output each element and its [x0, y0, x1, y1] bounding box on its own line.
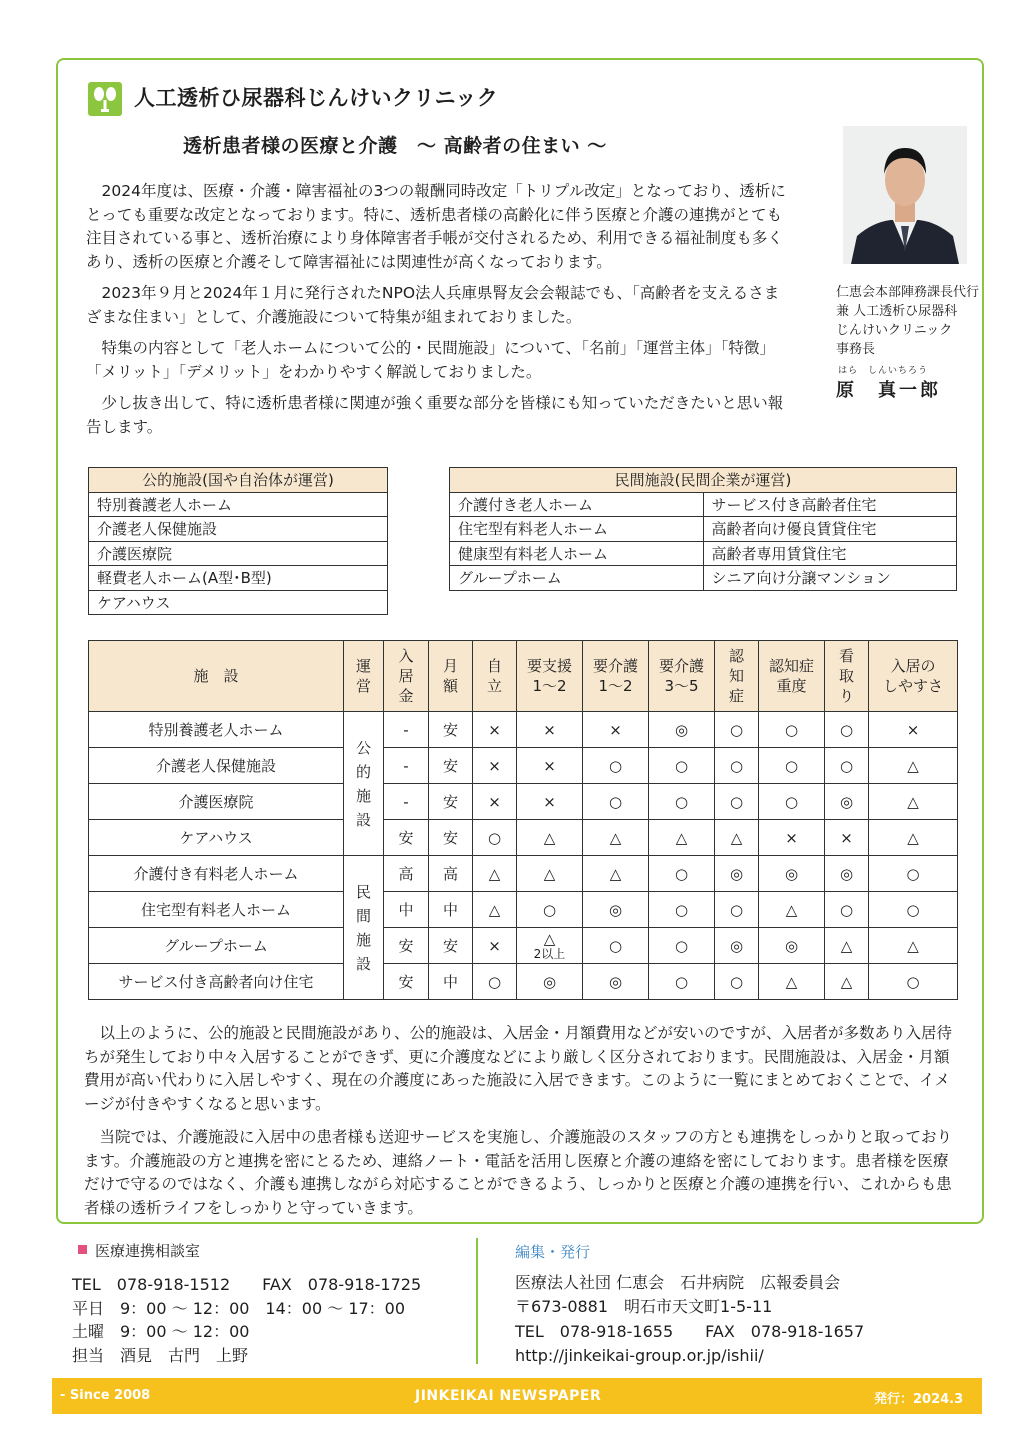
- table-cell: ○: [825, 892, 869, 928]
- table-row: [89, 892, 958, 928]
- table-header-text: 施 設: [193, 667, 239, 685]
- table-header-cell: [715, 641, 759, 712]
- table-header-cell: [649, 641, 715, 712]
- author-name-ruby: はら しんいちろう: [838, 366, 929, 376]
- public-facility-item: 特別養護老人ホーム: [89, 492, 388, 517]
- facility-name: 介護医療院: [89, 784, 344, 820]
- public-facilities-box: [88, 467, 388, 615]
- table-header-text: り: [838, 687, 854, 705]
- public-facility-item: 軽費老人ホーム(A型･B型): [89, 566, 388, 591]
- table-cell: ○: [825, 712, 869, 748]
- table-cell: △: [517, 820, 583, 856]
- publisher-line: 医療法人社団 仁恵会 石井病院 広報委員会: [515, 1272, 841, 1292]
- table-header-text: 額: [442, 677, 458, 695]
- table-cell: ◎: [759, 928, 825, 964]
- table-cell: ○: [649, 856, 715, 892]
- table-cell: ○: [649, 784, 715, 820]
- table-header-cell: [89, 641, 344, 712]
- table-row: [89, 856, 958, 892]
- table-cell: ○: [715, 748, 759, 784]
- table-cell: 安: [429, 820, 473, 856]
- table-cell: ○: [583, 784, 649, 820]
- table-header-text: 要介護: [592, 657, 638, 675]
- table-header-text: 立: [486, 677, 502, 695]
- category-char: 施: [355, 930, 371, 949]
- table-cell: -: [384, 712, 429, 748]
- table-header-text: 要介護: [658, 657, 704, 675]
- table-cell: ◎: [715, 856, 759, 892]
- facility-name: 特別養護老人ホーム: [89, 712, 344, 748]
- table-row: [89, 964, 958, 1000]
- contact-info: [72, 1273, 421, 1367]
- table-cell: 安: [384, 820, 429, 856]
- publisher-line: TEL 078-918-1655 FAX 078-918-1657: [515, 1321, 865, 1341]
- table-cell: 高: [384, 856, 429, 892]
- square-bullet-icon: [78, 1245, 87, 1254]
- table-header-text: 1～2: [598, 677, 633, 695]
- table-cell: ○: [715, 964, 759, 1000]
- table-cell-note: 2以上: [533, 946, 566, 961]
- table-header-text: 運: [355, 657, 371, 675]
- table-cell: ○: [473, 820, 517, 856]
- facility-name: 介護付き有料老人ホーム: [89, 856, 344, 892]
- summary-paragraph: 以上のように、公的施設と民間施設があり、公的施設は、入居金・月額費用などが安いのですが、入居者が多数あり入居待ちが発生しており中々入居することができず、更に介護度などにより厳しく区分されております。民間施設は、入居金・月額費用が高い代わりに入居しやすく、現在の介護度にあった施設に入居できます。このように一覧にまとめておくことで、イメージが付きやすくなると思います。: [84, 1024, 953, 1113]
- table-row: [89, 748, 958, 784]
- clinic-logo-icon: [88, 82, 122, 116]
- table-cell: △: [517, 856, 583, 892]
- private-box-title: 民間施設(民間企業が運営): [450, 468, 957, 493]
- author-info: [836, 283, 979, 401]
- footer-newspaper-name: JINKEIKAI NEWSPAPER: [415, 1388, 602, 1404]
- author-photo: [843, 126, 967, 264]
- private-facilities-box: [449, 467, 957, 591]
- table-header-text: しやすさ: [882, 677, 943, 695]
- table-cell: ×: [517, 784, 583, 820]
- facility-comparison-table: [88, 640, 958, 1000]
- article-title: 透析患者様の医療と介護 ～ 高齢者の住まい ～: [183, 135, 607, 157]
- publisher-line: 〒673-0881 明石市天文町1-5-11: [515, 1297, 773, 1316]
- table-header-text: 要支援: [526, 657, 572, 675]
- table-header-cell: [825, 641, 869, 712]
- table-row: [89, 784, 958, 820]
- category-char: 設: [355, 954, 371, 973]
- author-title-2: 兼 人工透析ひ尿器科: [836, 304, 958, 319]
- category-char: 的: [355, 762, 371, 781]
- category-char: 設: [355, 810, 371, 829]
- table-cell: △: [869, 784, 958, 820]
- facility-name: ケアハウス: [89, 820, 344, 856]
- category-public: [344, 712, 384, 856]
- table-cell: 安: [429, 748, 473, 784]
- public-facility-item: 介護老人保健施設: [89, 517, 388, 542]
- table-header-cell: [384, 641, 429, 712]
- table-cell: △: [759, 964, 825, 1000]
- table-header-text: 重度: [776, 677, 807, 695]
- table-cell: -: [384, 784, 429, 820]
- table-cell: 安: [384, 928, 429, 964]
- table-cell: [517, 928, 583, 964]
- public-facility-item: ケアハウス: [89, 590, 388, 615]
- table-cell: ○: [825, 748, 869, 784]
- category-char: 間: [355, 906, 371, 925]
- table-cell: ○: [715, 892, 759, 928]
- table-cell: ○: [583, 748, 649, 784]
- category-private: [344, 856, 384, 1000]
- publisher-url[interactable]: http://jinkeikai-group.or.jp/ishii/: [515, 1346, 764, 1365]
- table-cell: △: [869, 820, 958, 856]
- table-cell: △: [869, 748, 958, 784]
- table-cell: ○: [649, 928, 715, 964]
- table-header-cell: [517, 641, 583, 712]
- table-header-text: 営: [355, 677, 371, 695]
- table-header-text: 居: [398, 667, 414, 685]
- table-cell: ×: [583, 712, 649, 748]
- author-name: 原 真一郎: [836, 380, 941, 401]
- table-cell: ○: [759, 748, 825, 784]
- table-cell: △: [649, 820, 715, 856]
- table-header-text: 入: [398, 647, 414, 665]
- table-cell: 安: [429, 712, 473, 748]
- summary-text: [84, 1022, 960, 1230]
- table-cell: ○: [715, 784, 759, 820]
- table-cell: 中: [429, 964, 473, 1000]
- table-header-text: 看: [838, 647, 854, 665]
- table-cell: ○: [759, 784, 825, 820]
- table-row: [89, 820, 958, 856]
- table-cell: -: [384, 748, 429, 784]
- intro-paragraph: 2024年度は、医療・介護・障害福祉の3つの報酬同時改定「トリプル改定」となっており、透析にとっても重要な改定となっております。特に、透析患者様の高齢化に伴う医療と介護の連携がとても注目されている事と、透析治療により身体障害者手帳が交付されるため、利用できる福祉制度も多くあり、透析の医療と介護そして障害福祉には関連性が高くなっております。: [86, 182, 786, 271]
- intro-paragraph: 特集の内容として「老人ホームについて公的・民間施設」について、「名前」「運営主体」「特徴」「メリット」「デメリット」をわかりやすく解説しておりました。: [86, 339, 775, 381]
- table-cell: ×: [517, 748, 583, 784]
- clinic-name: 人工透析ひ尿器科じんけいクリニック: [134, 86, 499, 110]
- table-header-text: 自: [486, 657, 502, 675]
- table-cell: ◎: [825, 856, 869, 892]
- table-cell: ◎: [759, 856, 825, 892]
- facility-name: 介護老人保健施設: [89, 748, 344, 784]
- footer-since: - Since 2008: [60, 1388, 151, 1403]
- table-cell: ○: [869, 856, 958, 892]
- table-cell: ○: [869, 892, 958, 928]
- intro-paragraph: 2023年９月と2024年１月に発行されたNPO法人兵庫県腎友会会報誌でも、「高齢者を支えるさまざまな住まい」として、介護施設について特集が組まれておりました。: [86, 284, 780, 326]
- table-header-cell: [429, 641, 473, 712]
- table-cell: △: [759, 892, 825, 928]
- footer-bar: [52, 1378, 982, 1414]
- table-cell: ◎: [715, 928, 759, 964]
- table-header-text: 入居の: [890, 657, 936, 675]
- table-cell: △: [583, 820, 649, 856]
- table-cell: ◎: [825, 784, 869, 820]
- table-cell: 安: [384, 964, 429, 1000]
- table-cell: ×: [473, 712, 517, 748]
- table-cell: ○: [649, 964, 715, 1000]
- table-cell: △: [583, 856, 649, 892]
- private-facility-item: 高齢者向け優良賃貸住宅: [703, 517, 957, 542]
- table-cell: ○: [649, 892, 715, 928]
- private-facility-item: 住宅型有料老人ホーム: [450, 517, 704, 542]
- table-cell: △: [473, 856, 517, 892]
- table-cell: △: [825, 964, 869, 1000]
- private-facility-item: 介護付き老人ホーム: [450, 492, 704, 517]
- table-row: [89, 712, 958, 748]
- table-header-cell: [473, 641, 517, 712]
- table-cell: ×: [869, 712, 958, 748]
- publisher-title: 編集・発行: [515, 1243, 591, 1261]
- table-header-text: 認: [728, 647, 744, 665]
- table-header-text: 認知症: [768, 657, 814, 675]
- intro-paragraph: 少し抜き出して、特に透析患者様に関連が強く重要な部分を皆様にも知っていただきたいと思い報告します。: [86, 394, 784, 436]
- table-cell: ○: [715, 712, 759, 748]
- table-cell: ◎: [583, 892, 649, 928]
- table-header-cell: [583, 641, 649, 712]
- table-cell: 中: [429, 892, 473, 928]
- footer-divider: [476, 1238, 478, 1364]
- table-cell-mark: △: [543, 929, 556, 948]
- private-facility-item: グループホーム: [450, 566, 704, 591]
- contact-line: 担当 酒見 古門 上野: [72, 1345, 249, 1365]
- author-title-4: 事務長: [836, 342, 876, 357]
- category-char: 民: [355, 882, 371, 901]
- table-cell: ○: [473, 964, 517, 1000]
- table-cell: △: [715, 820, 759, 856]
- table-header-text: 知: [728, 667, 744, 685]
- table-header-cell: [344, 641, 384, 712]
- private-facility-item: サービス付き高齢者住宅: [703, 492, 957, 517]
- facility-name: グループホーム: [89, 928, 344, 964]
- table-header-text: 1～2: [532, 677, 567, 695]
- table-cell: ×: [473, 784, 517, 820]
- table-cell: 高: [429, 856, 473, 892]
- summary-paragraph: 当院では、介護施設に入居中の患者様も送迎サービスを実施し、介護施設のスタッフの方とも連携をしっかりと取っております。介護施設の方と連携を密にとるため、連絡ノート・電話を活用し医療と介護の連絡を密にしております。患者様を医療だけで守るのではなく、介護も連携しながら対応することができるよう、しっかりと医療と介護の連携を行い、これからも患者様の透析ライフをしっかりと守っていきます。: [84, 1128, 953, 1217]
- table-cell: △: [869, 928, 958, 964]
- author-title-3: じんけいクリニック: [836, 323, 953, 338]
- contact-line: TEL 078-918-1512 FAX 078-918-1725: [72, 1275, 422, 1294]
- table-cell: ×: [473, 928, 517, 964]
- public-box-title: 公的施設(国や自治体が運営): [89, 468, 388, 493]
- table-cell: △: [473, 892, 517, 928]
- table-cell: ×: [473, 748, 517, 784]
- facility-name: サービス付き高齢者向け住宅: [89, 964, 344, 1000]
- table-cell: ×: [825, 820, 869, 856]
- table-cell: ◎: [649, 712, 715, 748]
- contact-title-text: 医療連携相談室: [95, 1242, 201, 1260]
- table-header-text: 3～5: [664, 677, 699, 695]
- category-char: 施: [355, 786, 371, 805]
- table-header-text: 金: [398, 687, 414, 705]
- private-facility-item: シニア向け分譲マンション: [703, 566, 957, 591]
- table-header-text: 取: [838, 667, 854, 685]
- private-facility-item: 高齢者専用賃貸住宅: [703, 541, 957, 566]
- table-header-text: 症: [728, 687, 744, 705]
- public-facility-item: 介護医療院: [89, 541, 388, 566]
- table-cell: 安: [429, 928, 473, 964]
- contact-line: 平日 9：00 ～ 12：00 14：00 ～ 17：00: [72, 1298, 406, 1318]
- table-cell: ○: [583, 928, 649, 964]
- category-char: 公: [355, 738, 371, 757]
- table-cell: 安: [429, 784, 473, 820]
- table-cell: ○: [517, 892, 583, 928]
- contact-section-title: [78, 1240, 200, 1261]
- table-cell: ○: [649, 748, 715, 784]
- table-header-cell: [869, 641, 958, 712]
- table-cell: ○: [869, 964, 958, 1000]
- private-facility-item: 健康型有料老人ホーム: [450, 541, 704, 566]
- table-header-cell: [759, 641, 825, 712]
- table-cell: △: [825, 928, 869, 964]
- table-cell: ×: [759, 820, 825, 856]
- table-cell: ◎: [583, 964, 649, 1000]
- table-header-text: 月: [442, 657, 458, 675]
- author-title-1: 仁恵会本部陣務課長代行: [836, 285, 980, 300]
- facility-name: 住宅型有料老人ホーム: [89, 892, 344, 928]
- contact-line: 土曜 9：00 ～ 12：00: [72, 1322, 250, 1341]
- intro-text: [86, 180, 792, 447]
- table-cell: ×: [517, 712, 583, 748]
- table-cell: ○: [759, 712, 825, 748]
- table-cell: ◎: [517, 964, 583, 1000]
- table-row: [89, 928, 958, 964]
- publisher-info: [515, 1240, 864, 1369]
- table-cell: 中: [384, 892, 429, 928]
- footer-issue: 発行：2024.3: [874, 1392, 964, 1407]
